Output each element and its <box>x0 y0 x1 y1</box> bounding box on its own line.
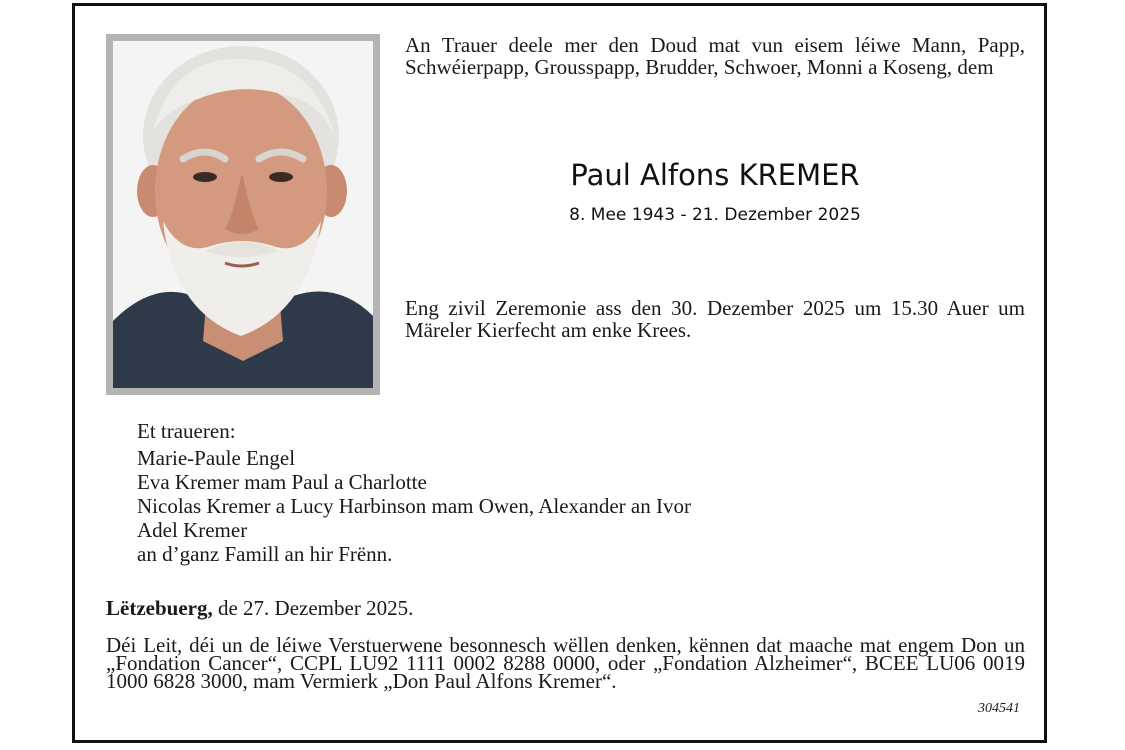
mourners-heading: Et traueren: <box>137 419 236 443</box>
mourner-item: Nicolas Kremer a Lucy Harbinson mam Owen, Alexander an Ivor <box>137 494 691 518</box>
life-dates: 8. Mee 1943 - 21. Dezember 2025 <box>569 205 861 225</box>
donation-text: Déi Leit, déi un de léiwe Verstuerwene besonnesch wëllen denken, kënnen dat maache mat engem Don un „Fondation Cancer“, CCPL LU92 1111 0002 8288 0000, oder „Fondation Alzheimer“, BCEE LU06 0019 1000 6828 3000, mam Vermierk „Don Paul Alfons Kremer“. <box>106 633 1025 693</box>
mourner-item: an d’ganz Famill an hir Frënn. <box>137 542 393 566</box>
intro-text: An Trauer deele mer den Doud mat vun eisem léiwe Mann, Papp, Schwéierpapp, Grousspapp, Brudder, Schwoer, Monni a Koseng, dem <box>405 33 1025 79</box>
portrait-frame <box>106 34 380 395</box>
obituary-notice <box>72 3 1047 743</box>
mourners-list <box>137 446 691 566</box>
dateline <box>106 596 413 620</box>
mourners-section <box>137 419 691 566</box>
portrait-photo <box>113 41 373 388</box>
mourner-item: Adel Kremer <box>137 518 248 542</box>
ceremony-text: Eng zivil Zeremonie ass den 30. Dezember 2025 um 15.30 Auer um Märeler Kierfecht am enke Krees. <box>405 296 1025 342</box>
deceased-name: Paul Alfons KREMER <box>570 158 860 192</box>
mourner-item: Marie-Paule Engel <box>137 446 296 470</box>
mourner-item: Eva Kremer mam Paul a Charlotte <box>137 470 427 494</box>
dateline-date: de 27. Dezember 2025. <box>212 596 414 620</box>
dateline-place: Lëtzebuerg, <box>106 596 213 620</box>
reference-number: 304541 <box>978 701 1020 716</box>
